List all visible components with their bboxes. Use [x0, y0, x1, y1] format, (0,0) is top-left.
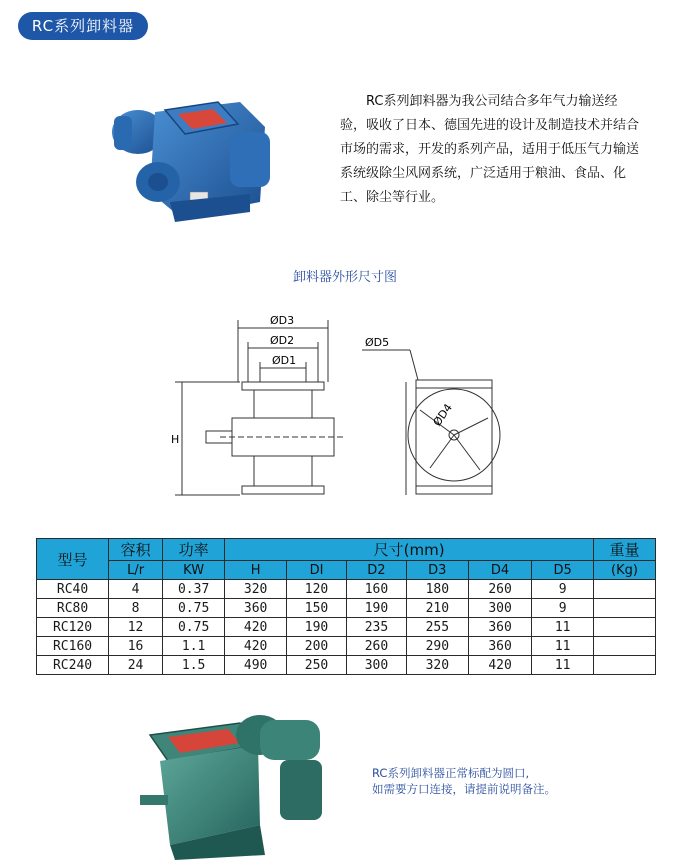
table-row: [37, 637, 656, 656]
cell-power: 1.5: [163, 656, 225, 675]
header-d5: D5: [532, 561, 594, 580]
cell-d3: 255: [406, 618, 468, 637]
label-d4: ØD4: [430, 401, 455, 429]
label-d3: ØD3: [270, 314, 295, 327]
cell-d5: 9: [532, 580, 594, 599]
header-d4: D4: [468, 561, 532, 580]
cell-weight: [593, 599, 655, 618]
cell-d2: 190: [346, 599, 406, 618]
cell-d3: 180: [406, 580, 468, 599]
note-line-2: 如需要方口连接，请提前说明备注。: [372, 782, 556, 796]
cell-capacity: 24: [109, 656, 163, 675]
page-title: RC系列卸料器: [18, 12, 148, 40]
cell-d3: 320: [406, 656, 468, 675]
cell-h: 420: [225, 618, 287, 637]
header-capacity-unit: L/r: [109, 561, 163, 580]
cell-h: 360: [225, 599, 287, 618]
cell-d5: 9: [532, 599, 594, 618]
header-d3: D3: [406, 561, 468, 580]
cell-d5: 11: [532, 656, 594, 675]
cell-d4: 420: [468, 656, 532, 675]
cell-weight: [593, 656, 655, 675]
cell-d3: 210: [406, 599, 468, 618]
cell-model: RC120: [37, 618, 109, 637]
header-d1: DI: [287, 561, 347, 580]
cell-d5: 11: [532, 637, 594, 656]
cell-d2: 260: [346, 637, 406, 656]
header-weight: 重量: [593, 539, 655, 561]
cell-capacity: 4: [109, 580, 163, 599]
cell-d4: 360: [468, 618, 532, 637]
cell-d4: 300: [468, 599, 532, 618]
cell-d5: 11: [532, 618, 594, 637]
cell-model: RC40: [37, 580, 109, 599]
cell-power: 1.1: [163, 637, 225, 656]
header-weight-unit: (Kg): [593, 561, 655, 580]
cell-d1: 150: [287, 599, 347, 618]
connection-note: [372, 765, 556, 797]
label-d1: ØD1: [272, 354, 297, 367]
cell-weight: [593, 618, 655, 637]
cell-capacity: 8: [109, 599, 163, 618]
cell-h: 320: [225, 580, 287, 599]
cell-d4: 360: [468, 637, 532, 656]
intro-paragraph: RC系列卸料器为我公司结合多年气力输送经验，吸收了日本、德国先进的设计及制造技术并结合市场的需求，开发的系列产品，适用于低压气力输送系统级除尘风网系统，广泛适用于粮油、食品、化工、除尘等行业。: [340, 94, 640, 205]
header-power: 功率: [163, 539, 225, 561]
header-size: 尺寸(mm): [225, 539, 594, 561]
cell-capacity: 12: [109, 618, 163, 637]
cell-power: 0.75: [163, 618, 225, 637]
table-row: [37, 656, 656, 675]
cell-power: 0.37: [163, 580, 225, 599]
label-d5: ØD5: [365, 336, 390, 349]
table-row: [37, 618, 656, 637]
header-d2: D2: [346, 561, 406, 580]
label-h: H: [171, 433, 180, 446]
label-d2: ØD2: [270, 334, 295, 347]
cell-d2: 300: [346, 656, 406, 675]
header-model: 型号: [37, 539, 109, 580]
rotary-valve-photo-blue: [100, 72, 280, 232]
cell-weight: [593, 637, 655, 656]
cell-d3: 290: [406, 637, 468, 656]
cell-d2: 160: [346, 580, 406, 599]
cell-weight: [593, 580, 655, 599]
note-line-1: RC系列卸料器正常标配为圆口,: [372, 766, 530, 780]
cell-model: RC80: [37, 599, 109, 618]
cell-power: 0.75: [163, 599, 225, 618]
cell-h: 420: [225, 637, 287, 656]
cell-model: RC240: [37, 656, 109, 675]
diagram-title: 卸料器外形尺寸图: [292, 270, 397, 285]
dimension-drawing: [170, 300, 530, 510]
cell-d4: 260: [468, 580, 532, 599]
table-row: [37, 580, 656, 599]
rotary-valve-photo-green: [140, 705, 330, 860]
cell-capacity: 16: [109, 637, 163, 656]
spec-table: [36, 538, 656, 675]
cell-d2: 235: [346, 618, 406, 637]
header-h: H: [225, 561, 287, 580]
header-power-unit: KW: [163, 561, 225, 580]
cell-d1: 250: [287, 656, 347, 675]
header-capacity: 容积: [109, 539, 163, 561]
cell-h: 490: [225, 656, 287, 675]
table-row: [37, 599, 656, 618]
cell-model: RC160: [37, 637, 109, 656]
cell-d1: 120: [287, 580, 347, 599]
cell-d1: 190: [287, 618, 347, 637]
cell-d1: 200: [287, 637, 347, 656]
